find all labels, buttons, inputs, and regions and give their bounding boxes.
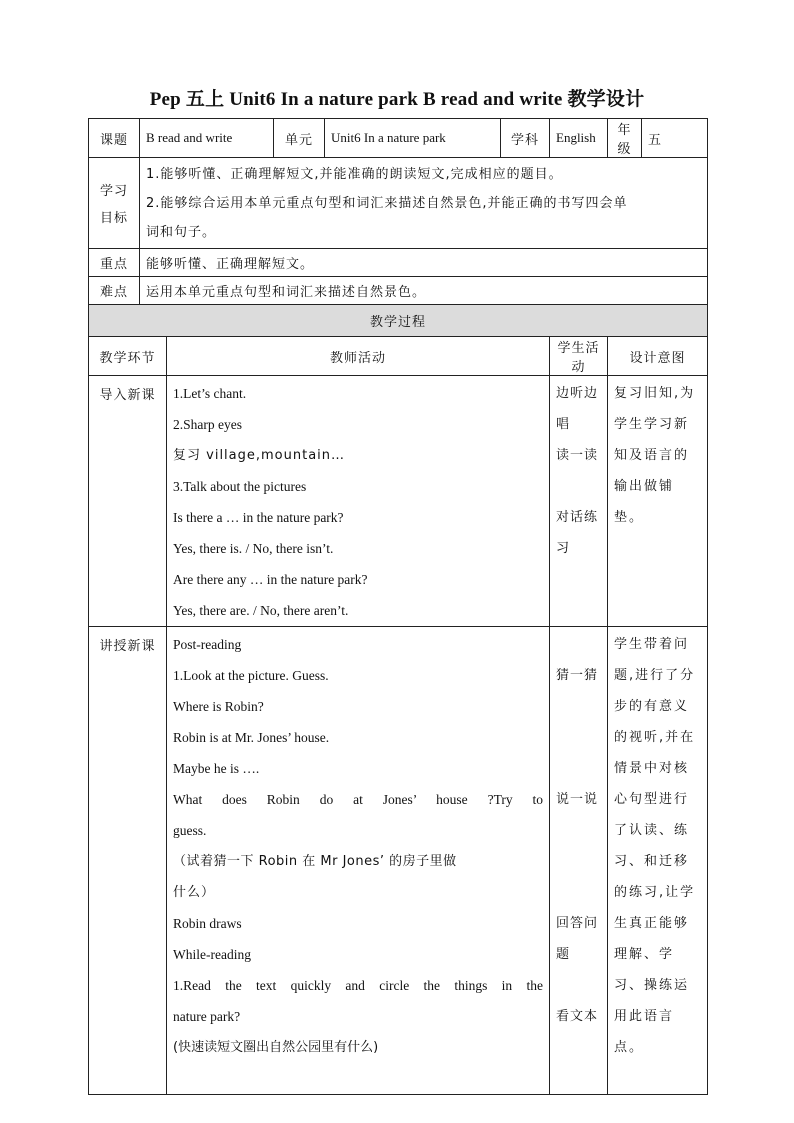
goal-line-2b: 词和句子。	[146, 224, 217, 240]
student-line	[556, 471, 601, 502]
teacher-line: Maybe he is ….	[173, 761, 260, 776]
student-line	[556, 877, 601, 908]
teacher-lines-new-b	[173, 908, 543, 970]
teacher-line-wrap-1a: What does Robin do at Jones’ house ?Try to	[173, 792, 543, 807]
goal-line-1: 1.能够听懂、正确理解短文,并能准确的朗读短文,完成相应的题目。	[146, 166, 563, 182]
student-line	[556, 564, 601, 595]
teacher-line-wrap-2b: 什么）	[173, 885, 216, 900]
goals-label-2: 目标	[99, 211, 128, 226]
column-header-row	[89, 337, 708, 376]
teacher-lines-new-a	[173, 629, 543, 784]
goals-label	[89, 158, 140, 249]
key-point-value: 能够听懂、正确理解短文。	[140, 249, 708, 277]
student-line	[556, 722, 601, 753]
teacher-line-wrap-3b: nature park?	[173, 1009, 241, 1024]
teacher-line: Yes, there is. / No, there isn’t.	[173, 541, 334, 556]
student-line	[556, 629, 601, 660]
teacher-line-wrap-1b: guess.	[173, 823, 207, 838]
design-intent-intro: 复习旧知,为学生学习新知及语言的输出做铺垫。	[608, 376, 708, 627]
student-line: 猜一猜	[556, 668, 599, 683]
page-title: Pep 五上 Unit6 In a nature park B read and write 教学设计	[149, 89, 645, 110]
teacher-line-wrap-3a: 1.Read the text quickly and circle the things in the	[173, 978, 543, 993]
student-line	[556, 846, 601, 877]
teacher-line: Where is Robin?	[173, 699, 264, 714]
teacher-activity-new	[167, 627, 550, 1095]
topic-value: B read and write	[140, 119, 274, 158]
teacher-line: Robin draws	[173, 916, 242, 931]
teacher-line: 2.Sharp eyes	[173, 417, 242, 432]
student-lines-new	[556, 629, 601, 1094]
teacher-line: 3.Talk about the pictures	[173, 479, 307, 494]
topic-label: 课题	[89, 119, 140, 158]
student-activity-new	[550, 627, 608, 1095]
teacher-line: While-reading	[173, 947, 251, 962]
stage-intro: 导入新课	[89, 376, 167, 627]
goal-line-2a: 2.能够综合运用本单元重点句型和词汇来描述自然景色,并能正确的书写四会单	[146, 195, 628, 211]
teacher-line: Yes, there are. / No, there aren’t.	[173, 603, 349, 618]
section-intro-row	[89, 376, 708, 627]
teacher-line: Are there any … in the nature park?	[173, 572, 368, 587]
subject-label: 学科	[501, 119, 550, 158]
lesson-plan-table	[88, 118, 708, 1095]
stage-new: 讲授新课	[89, 627, 167, 1095]
process-header-row	[89, 305, 708, 337]
col-student: 学生活动	[550, 337, 608, 376]
student-line	[556, 1032, 601, 1063]
col-stage: 教学环节	[89, 337, 167, 376]
grade-label: 年级	[608, 119, 642, 158]
teacher-line: Post-reading	[173, 637, 242, 652]
grade-value: 五	[642, 119, 708, 158]
difficult-point-row	[89, 277, 708, 305]
subject-value: English	[550, 119, 608, 158]
design-intent-new: 学生带着问题,进行了分步的有意义的视听,并在情景中对核心句型进行了认读、练习、和迁移的练习,让学生真正能够理解、学习、操练运用此语言点。	[608, 627, 708, 1095]
unit-value: Unit6 In a nature park	[325, 119, 501, 158]
student-lines-intro	[556, 378, 601, 626]
student-line: 说一说	[556, 792, 599, 807]
teacher-line-wrap-2a: （试着猜一下 Robin 在 Mr Jones’ 的房子里做	[173, 854, 457, 869]
student-line: 对话练习	[556, 510, 599, 556]
difficult-point-value: 运用本单元重点句型和词汇来描述自然景色。	[140, 277, 708, 305]
student-line: 边听边唱	[556, 386, 599, 432]
teacher-line: Is there a … in the nature park?	[173, 510, 344, 525]
difficult-point-label: 难点	[89, 277, 140, 305]
student-line	[556, 691, 601, 722]
unit-label: 单元	[274, 119, 325, 158]
student-line	[556, 815, 601, 846]
section-new-row	[89, 627, 708, 1095]
goals-row	[89, 158, 708, 249]
teacher-activity-intro	[167, 376, 550, 627]
teacher-line: 1.Look at the picture. Guess.	[173, 668, 329, 683]
student-line	[556, 1063, 601, 1094]
col-intent: 设计意图	[608, 337, 708, 376]
teacher-lines-intro	[173, 378, 543, 626]
goals-label-1: 学习	[99, 184, 128, 199]
process-header: 教学过程	[89, 305, 708, 337]
teacher-line: 复习 village,mountain…	[173, 448, 346, 463]
student-line: 读一读	[556, 448, 599, 463]
student-activity-intro	[550, 376, 608, 627]
student-line: 看文本	[556, 1009, 599, 1024]
student-line	[556, 970, 601, 1001]
teacher-line: 1.Let’s chant.	[173, 386, 247, 401]
student-line	[556, 753, 601, 784]
goals-content	[140, 158, 708, 249]
info-row	[89, 119, 708, 158]
key-point-label: 重点	[89, 249, 140, 277]
student-line	[556, 595, 601, 626]
key-point-row	[89, 249, 708, 277]
col-teacher: 教师活动	[167, 337, 550, 376]
teacher-line-last: (快速读短文圈出自然公园里有什么)	[173, 1040, 379, 1055]
student-line: 回答问题	[556, 916, 599, 962]
teacher-line: Robin is at Mr. Jones’ house.	[173, 730, 330, 745]
